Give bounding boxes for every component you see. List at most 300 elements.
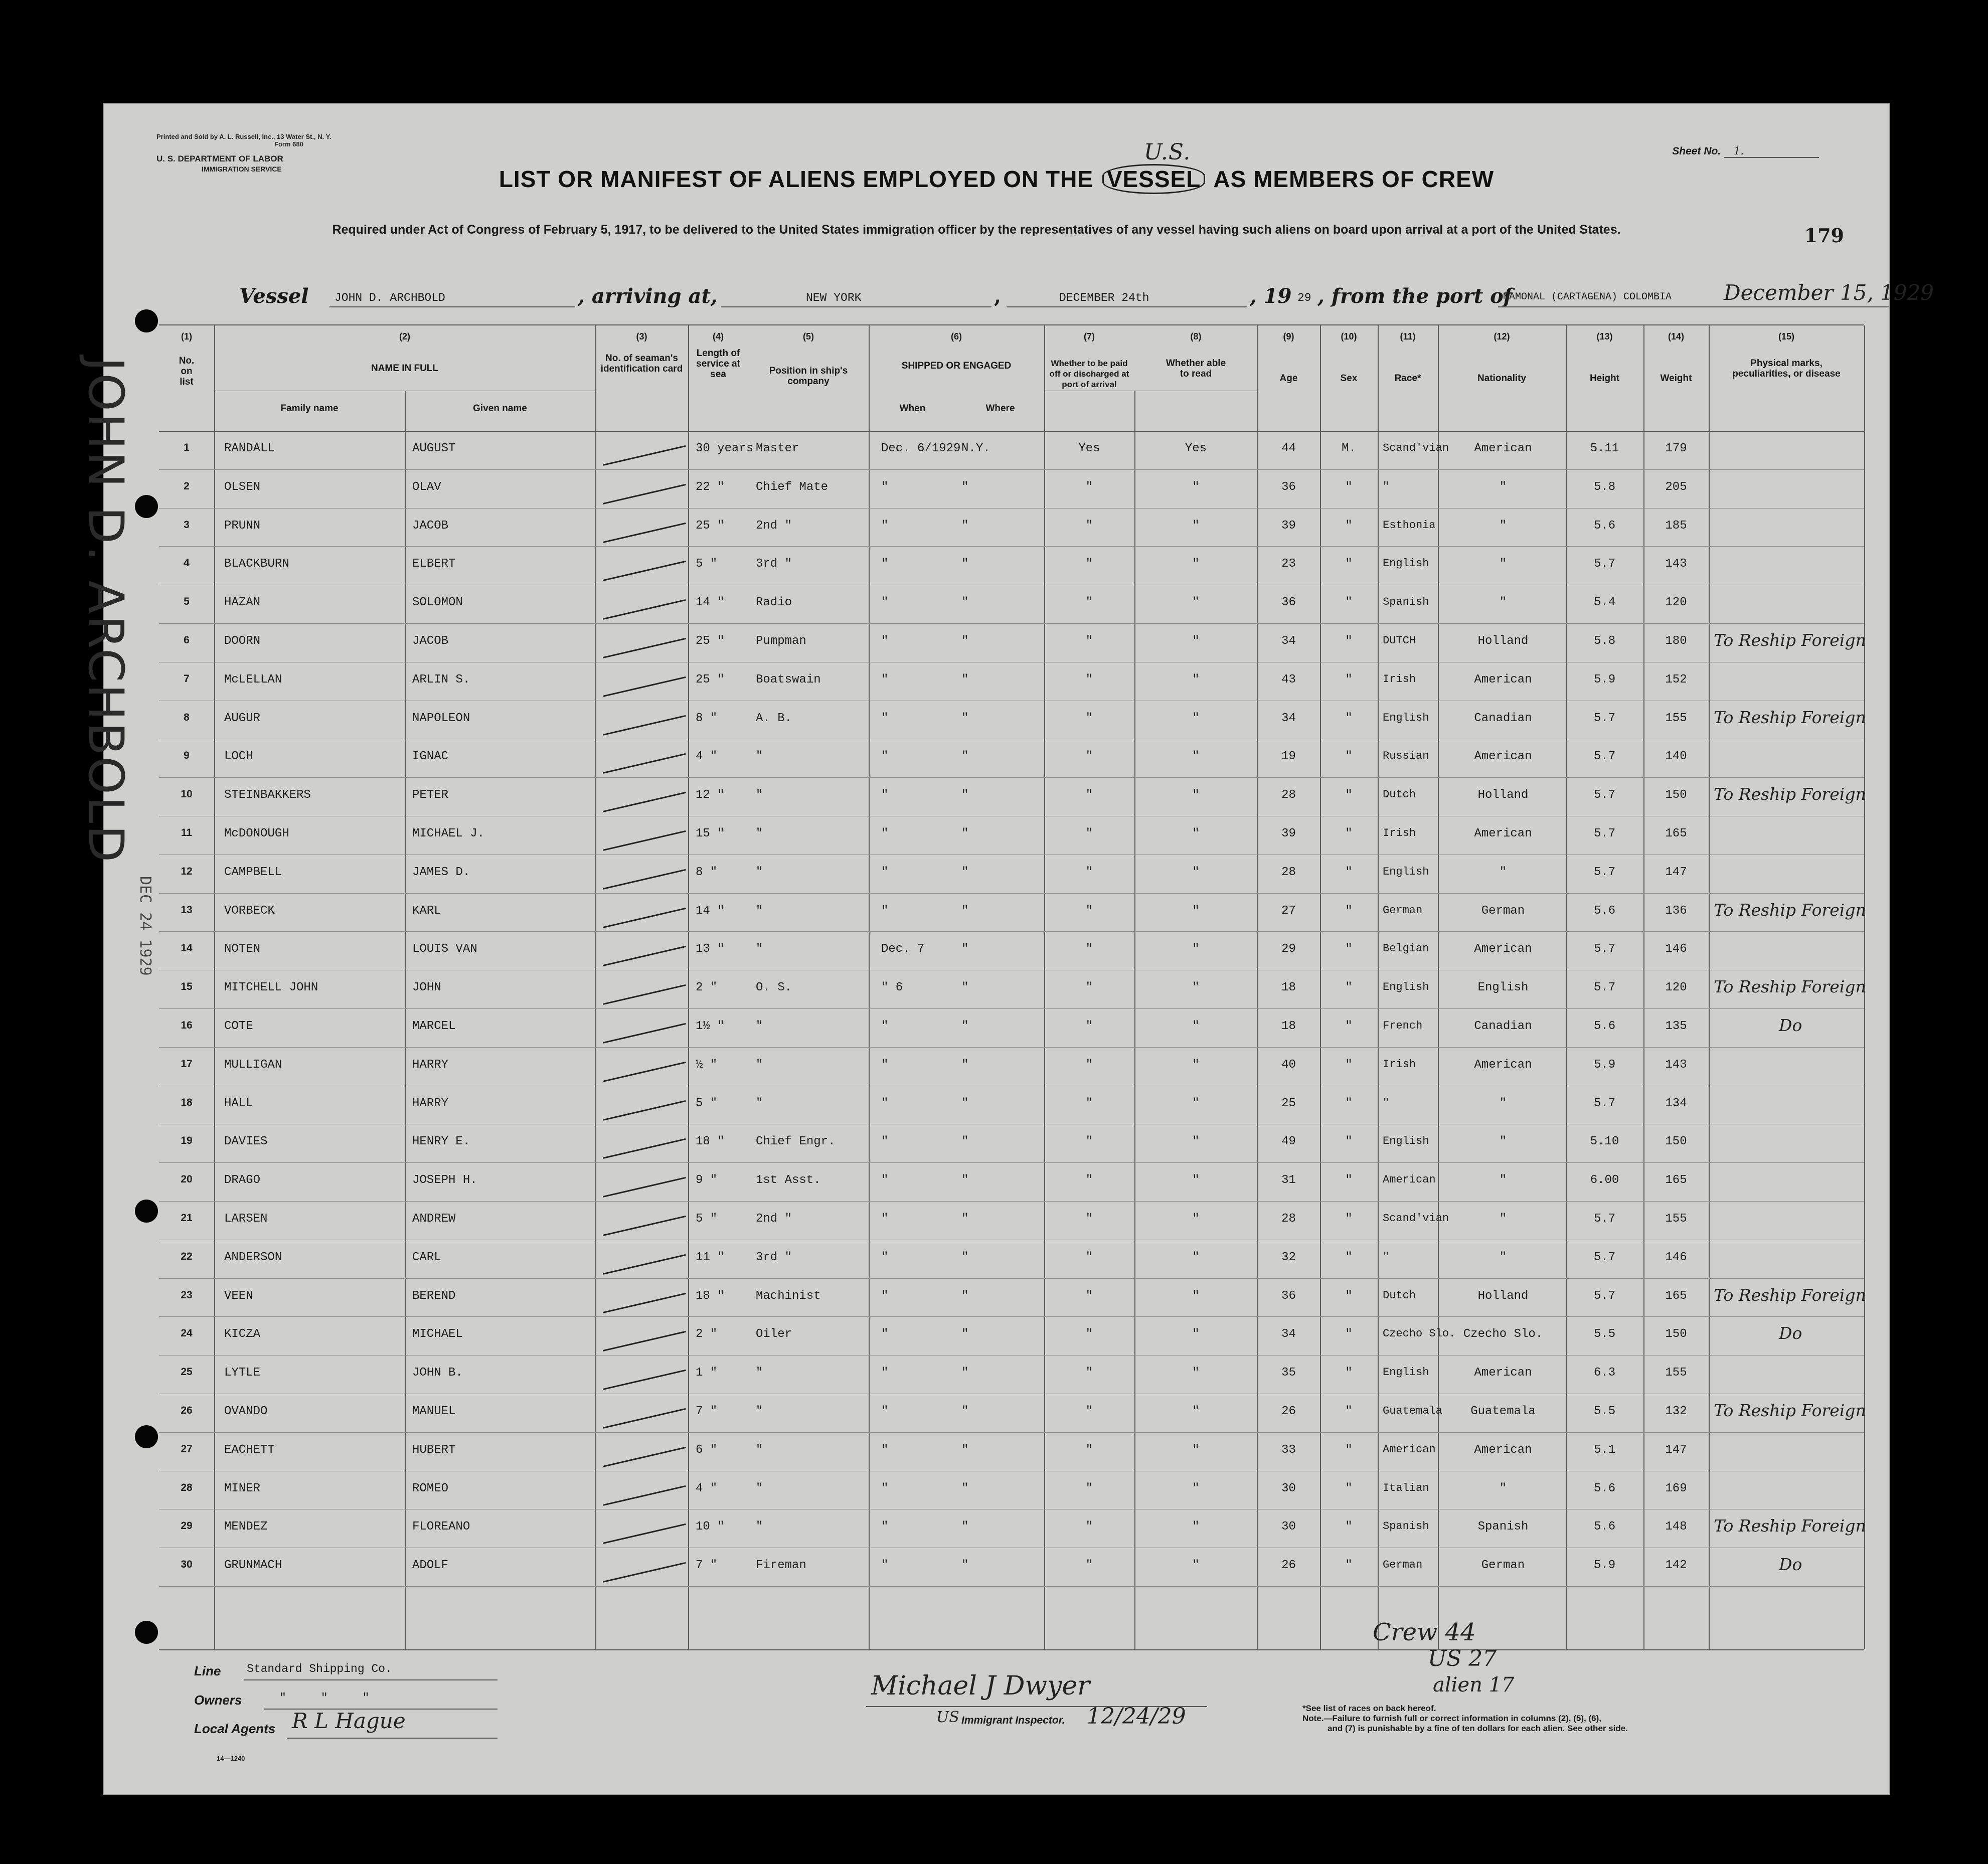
physical-remark: To Reship Foreign — [1714, 784, 1866, 804]
row-rule — [159, 777, 1864, 778]
cell-no: 5 — [184, 596, 190, 608]
cell-race: German — [1383, 1559, 1423, 1572]
cell-sex: " — [1345, 981, 1353, 995]
cell-where: " — [961, 519, 969, 533]
cell-when: " — [881, 1520, 889, 1534]
cell-nat: American — [1474, 1443, 1532, 1457]
cell-no: 13 — [181, 904, 193, 916]
cell-no: 12 — [181, 865, 193, 877]
vessel-label: Vessel — [239, 284, 309, 308]
cell-nat: German — [1481, 1559, 1525, 1573]
cell-age: 49 — [1281, 1135, 1296, 1149]
cell-length: 11 " — [696, 1250, 725, 1264]
cell-race: " — [1383, 1096, 1390, 1109]
cell-age: 34 — [1281, 634, 1296, 648]
cell-weight: 150 — [1665, 1327, 1687, 1341]
cell-nat: " — [1499, 1173, 1507, 1188]
column-number: (5) — [803, 331, 814, 342]
cell-when: " — [881, 1135, 889, 1149]
cell-paid: " — [1085, 865, 1093, 879]
cell-no: 16 — [181, 1020, 193, 1031]
cell-where: " — [961, 1520, 969, 1534]
cell-nat: American — [1474, 750, 1532, 764]
cell-no: 11 — [181, 827, 193, 838]
cell-length: 2 " — [696, 1327, 718, 1341]
cell-nat: American — [1474, 942, 1532, 956]
cell-no: 21 — [181, 1212, 193, 1224]
cell-read: " — [1192, 557, 1200, 571]
cell-length: 5 " — [696, 557, 718, 571]
cell-no: 7 — [184, 672, 190, 685]
binder-hole — [135, 1425, 158, 1448]
cell-family: DAVIES — [224, 1135, 268, 1149]
cell-paid: " — [1085, 1173, 1093, 1188]
cell-length: 2 " — [696, 981, 718, 995]
cell-position: 3rd " — [756, 1250, 792, 1264]
cell-read: " — [1192, 827, 1200, 840]
cell-length: 14 " — [696, 904, 725, 918]
cell-race: Irish — [1383, 672, 1416, 686]
cell-weight: 143 — [1665, 557, 1687, 571]
cell-paid: " — [1085, 1366, 1093, 1380]
cell-no: 26 — [181, 1405, 193, 1416]
vessel-line: Vessel JOHN D. ARCHBOLD , arriving at, NEW YORK , DECEMBER 24th , 19 29 , from the port of MAMONAL (CARTAGENA) COLOMBIA December 15, 1929 — [239, 280, 1934, 308]
cell-length: 25 " — [696, 634, 725, 648]
cell-read: " — [1192, 1520, 1200, 1534]
cell-race: Spanish — [1383, 596, 1429, 609]
cell-position: " — [756, 1020, 763, 1033]
cell-family: MITCHELL JOHN — [224, 981, 318, 995]
cell-length: 9 " — [696, 1173, 718, 1188]
cell-race: Italian — [1383, 1481, 1429, 1494]
cell-sex: " — [1345, 1559, 1353, 1573]
cell-position: " — [756, 1520, 763, 1534]
cell-paid: " — [1085, 1559, 1093, 1573]
row-rule — [159, 1008, 1864, 1009]
cell-weight: 185 — [1665, 519, 1687, 533]
cell-given: LOUIS VAN — [412, 942, 477, 956]
cell-when: " — [881, 557, 889, 571]
cell-given: BEREND — [412, 1289, 456, 1303]
cell-when: " — [881, 1405, 889, 1418]
cell-length: 30 years — [696, 442, 754, 455]
id-card-tick-mark — [603, 1370, 686, 1390]
cell-read: " — [1192, 596, 1200, 610]
cell-race: Belgian — [1383, 942, 1429, 955]
cell-position: " — [756, 865, 763, 879]
cell-height: 5.7 — [1593, 865, 1616, 879]
cell-race: Scand'vian — [1383, 1212, 1449, 1225]
id-card-tick-mark — [603, 946, 686, 966]
cell-age: 36 — [1281, 596, 1296, 610]
cell-paid: " — [1085, 634, 1093, 648]
cell-age: 43 — [1281, 672, 1296, 687]
physical-remark: Do — [1779, 1555, 1802, 1575]
cell-weight: 155 — [1665, 1212, 1687, 1226]
cell-height: 5.8 — [1593, 634, 1616, 648]
cell-when: " — [881, 1289, 889, 1303]
cell-length: 25 " — [696, 519, 725, 533]
cell-length: 15 " — [696, 827, 725, 840]
penalty-note-cont: and (7) is punishable by a fine of ten dollars for each alien. See other side. — [1328, 1724, 1628, 1733]
crew-tally-us: US 27 — [1428, 1646, 1497, 1671]
cell-race: Dutch — [1383, 1289, 1416, 1302]
cell-sex: " — [1345, 1405, 1353, 1418]
cell-where: " — [961, 1289, 969, 1303]
cell-age: 32 — [1281, 1250, 1296, 1264]
cell-no: 25 — [181, 1366, 193, 1378]
cell-nat: Spanish — [1477, 1520, 1529, 1534]
cell-age: 18 — [1281, 981, 1296, 995]
id-card-tick-mark — [603, 1485, 686, 1505]
cell-weight: 147 — [1665, 865, 1687, 879]
physical-remark: To Reship Foreign — [1714, 630, 1866, 650]
cell-where: " — [961, 827, 969, 840]
cell-race: Guatemala — [1383, 1405, 1442, 1417]
cell-weight: 135 — [1665, 1020, 1687, 1033]
cell-read: " — [1192, 750, 1200, 764]
cell-position: O. S. — [756, 981, 792, 995]
cell-height: 5.10 — [1590, 1135, 1619, 1149]
cell-race: German — [1383, 904, 1423, 917]
cell-no: 27 — [181, 1443, 193, 1455]
cell-position: " — [756, 1058, 763, 1072]
cell-given: HARRY — [412, 1058, 449, 1072]
cell-read: " — [1192, 1443, 1200, 1457]
cell-position: A. B. — [756, 711, 792, 725]
cell-nat: " — [1499, 519, 1507, 533]
cell-family: AUGUR — [224, 711, 261, 725]
column-number: (7) — [1084, 331, 1095, 342]
cell-when: " — [881, 1020, 889, 1033]
cell-given: JAMES D. — [412, 865, 470, 879]
sheet-number: Sheet No. 1. — [1672, 145, 1819, 158]
line-label: Line — [194, 1663, 221, 1678]
cell-read: " — [1192, 1289, 1200, 1303]
cell-given: MARCEL — [412, 1020, 456, 1033]
column-number: (9) — [1283, 331, 1294, 342]
cell-nat: Holland — [1477, 788, 1529, 802]
cell-height: 5.6 — [1593, 1481, 1616, 1495]
cell-read: " — [1192, 1020, 1200, 1033]
cell-length: 25 " — [696, 672, 725, 687]
cell-read: " — [1192, 788, 1200, 802]
cell-family: OVANDO — [224, 1405, 268, 1418]
cell-family: LYTLE — [224, 1366, 261, 1380]
cell-race: French — [1383, 1020, 1423, 1032]
cell-age: 36 — [1281, 480, 1296, 494]
page-title: LIST OR MANIFEST OF ALIENS EMPLOYED ON THE U.S. VESSEL AS MEMBERS OF CREW — [104, 164, 1889, 194]
cell-where: " — [961, 1481, 969, 1495]
cell-race: English — [1383, 557, 1429, 570]
cell-given: ROMEO — [412, 1481, 449, 1495]
id-card-tick-mark — [603, 522, 686, 543]
cell-sex: " — [1345, 827, 1353, 840]
cell-age: 30 — [1281, 1481, 1296, 1495]
cell-position: " — [756, 788, 763, 802]
cell-nat: " — [1499, 1250, 1507, 1264]
column-header-age: Age — [1279, 373, 1298, 384]
cell-nat: American — [1474, 827, 1532, 840]
cell-age: 19 — [1281, 750, 1296, 764]
header-rule — [159, 431, 1864, 432]
column-header-marks: Physical marks, peculiarities, or disease — [1732, 358, 1841, 379]
cell-family: McLELLAN — [224, 672, 282, 687]
cell-where: " — [961, 1058, 969, 1072]
side-vessel-handwritten: JOHN D. ARCHBOLD — [78, 357, 134, 865]
cell-position: Chief Mate — [756, 480, 829, 494]
column-header-read: Whether able to read — [1166, 358, 1226, 379]
cell-paid: " — [1085, 827, 1093, 840]
column-rule — [1378, 325, 1379, 1649]
column-header-family-name: Family name — [280, 403, 339, 414]
cell-sex: " — [1345, 672, 1353, 687]
cell-read: " — [1192, 711, 1200, 725]
cell-position: " — [756, 1366, 763, 1380]
cell-nat: " — [1499, 557, 1507, 571]
cell-read: " — [1192, 1366, 1200, 1380]
cell-read: " — [1192, 865, 1200, 879]
cell-position: " — [756, 904, 763, 918]
cell-length: 4 " — [696, 750, 718, 764]
cell-length: 7 " — [696, 1559, 718, 1573]
id-card-tick-mark — [603, 715, 686, 735]
from-port: MAMONAL (CARTAGENA) COLOMBIA — [1503, 291, 1672, 303]
column-number: (1) — [181, 331, 192, 342]
cell-given: ARLIN S. — [412, 672, 470, 687]
id-card-tick-mark — [603, 753, 686, 774]
cell-read: Yes — [1185, 442, 1207, 455]
cell-weight: 147 — [1665, 1443, 1687, 1457]
cell-sex: " — [1345, 1481, 1353, 1495]
cell-position: " — [756, 942, 763, 956]
cell-where: " — [961, 1366, 969, 1380]
cell-length: ½ " — [696, 1058, 718, 1072]
cell-height: 5.7 — [1593, 557, 1616, 571]
inspector-label: Immigrant Inspector. — [961, 1715, 1065, 1726]
cell-no: 1 — [184, 442, 190, 453]
physical-remark: To Reship Foreign — [1714, 1516, 1866, 1536]
cell-family: McDONOUGH — [224, 827, 289, 840]
cell-weight: 169 — [1665, 1481, 1687, 1495]
form-number: 14—1240 — [217, 1755, 245, 1762]
cell-race: Czecho Slo. — [1383, 1327, 1456, 1340]
cell-age: 30 — [1281, 1520, 1296, 1534]
row-rule — [159, 546, 1864, 547]
cell-race: English — [1383, 1366, 1429, 1379]
requirement-text: Required under Act of Congress of February 5, 1917, to be delivered to the United States immigration officer by the representatives of any vessel having such aliens on board upon arrival at a port of the United States. — [332, 223, 1621, 237]
column-number: (4) — [713, 331, 724, 342]
cell-age: 23 — [1281, 557, 1296, 571]
cell-sex: " — [1345, 1366, 1353, 1380]
cell-given: ELBERT — [412, 557, 456, 571]
id-card-tick-mark — [603, 599, 686, 620]
cell-weight: 165 — [1665, 1173, 1687, 1188]
cell-paid: " — [1085, 1443, 1093, 1457]
cell-given: HARRY — [412, 1096, 449, 1110]
cell-no: 6 — [184, 634, 190, 646]
cell-no: 8 — [184, 711, 190, 723]
cell-family: VORBECK — [224, 904, 275, 918]
cell-when: " — [881, 1058, 889, 1072]
cell-sex: " — [1345, 596, 1353, 610]
cell-when: " — [881, 596, 889, 610]
cell-where: " — [961, 750, 969, 764]
cell-paid: " — [1085, 480, 1093, 494]
cell-sex: " — [1345, 1327, 1353, 1341]
cell-nat: American — [1474, 1366, 1532, 1380]
arrival-year: 29 — [1297, 291, 1311, 304]
cell-race: DUTCH — [1383, 634, 1416, 647]
id-card-tick-mark — [603, 1177, 686, 1198]
id-card-tick-mark — [603, 1292, 686, 1313]
cell-weight: 120 — [1665, 981, 1687, 995]
cell-no: 3 — [184, 519, 190, 531]
cell-nat: " — [1499, 1096, 1507, 1110]
cell-given: FLOREANO — [412, 1520, 470, 1534]
cell-age: 27 — [1281, 904, 1296, 918]
cell-race: English — [1383, 865, 1429, 878]
cell-weight: 155 — [1665, 711, 1687, 725]
vessel-name: JOHN D. ARCHBOLD — [335, 291, 445, 304]
cell-weight: 142 — [1665, 1559, 1687, 1573]
cell-where: " — [961, 1443, 969, 1457]
cell-read: " — [1192, 480, 1200, 494]
cell-no: 22 — [181, 1250, 193, 1262]
id-card-tick-mark — [603, 984, 686, 1005]
cell-read: " — [1192, 1559, 1200, 1573]
row-rule — [159, 469, 1864, 470]
cell-given: KARL — [412, 904, 441, 918]
cell-length: 18 " — [696, 1289, 725, 1303]
cell-race: English — [1383, 1135, 1429, 1148]
cell-weight: 165 — [1665, 827, 1687, 840]
cell-when: " — [881, 634, 889, 648]
manifest-sheet — [78, 103, 1934, 1795]
cell-given: JOSEPH H. — [412, 1173, 477, 1188]
cell-when: " — [881, 1559, 889, 1573]
cell-paid: " — [1085, 1289, 1093, 1303]
from-date-handwritten: December 15, 1929 — [1724, 280, 1934, 305]
column-header-name-in-full: NAME IN FULL — [371, 363, 439, 374]
cell-when: " 6 — [881, 981, 903, 995]
cell-given: PETER — [412, 788, 449, 802]
cell-position: " — [756, 1481, 763, 1495]
physical-remark: To Reship Foreign — [1714, 900, 1866, 920]
column-header-where: Where — [985, 403, 1015, 414]
cell-height: 5.7 — [1593, 1289, 1616, 1303]
column-header-position: Position in ship's company — [769, 366, 848, 387]
cell-height: 5.7 — [1593, 750, 1616, 764]
cell-position: " — [756, 750, 763, 764]
column-number: (2) — [399, 331, 410, 342]
cell-nat: American — [1474, 442, 1532, 455]
cell-paid: Yes — [1078, 442, 1100, 455]
arriving-label: , arriving at, — [578, 284, 718, 308]
agents-label: Local Agents — [194, 1721, 276, 1736]
column-rule — [405, 391, 406, 1649]
cell-nat: Guatemala — [1470, 1405, 1536, 1418]
row-rule — [159, 508, 1864, 509]
id-card-tick-mark — [603, 830, 686, 851]
cell-weight: 150 — [1665, 1135, 1687, 1149]
cell-race: Irish — [1383, 1058, 1416, 1071]
cell-height: 5.7 — [1593, 1212, 1616, 1226]
cell-sex: " — [1345, 904, 1353, 918]
cell-when: " — [881, 1443, 889, 1457]
inspection-date: 12/24/29 — [1087, 1704, 1186, 1729]
id-card-tick-mark — [603, 1062, 686, 1082]
cell-height: 5.9 — [1593, 1058, 1616, 1072]
column-header-given-name: Given name — [473, 403, 527, 414]
cell-age: 34 — [1281, 1327, 1296, 1341]
cell-age: 26 — [1281, 1559, 1296, 1573]
row-rule — [159, 1278, 1864, 1279]
department-heading: U. S. DEPARTMENT OF LABOR IMMIGRATION SERVICE — [156, 154, 283, 173]
cell-height: 6.3 — [1593, 1366, 1616, 1380]
cell-race: Esthonia — [1383, 519, 1436, 532]
cell-sex: " — [1345, 1212, 1353, 1226]
cell-length: 7 " — [696, 1405, 718, 1418]
row-rule — [159, 931, 1864, 932]
cell-given: HENRY E. — [412, 1135, 470, 1149]
cell-family: COTE — [224, 1020, 253, 1033]
cell-given: JACOB — [412, 519, 449, 533]
cell-length: 4 " — [696, 1481, 718, 1495]
cell-weight: 120 — [1665, 596, 1687, 610]
cell-nat: American — [1474, 1058, 1532, 1072]
cell-race: " — [1383, 480, 1390, 493]
cell-given: JOHN B. — [412, 1366, 463, 1380]
cell-age: 34 — [1281, 711, 1296, 725]
cell-age: 26 — [1281, 1405, 1296, 1418]
from-label: , from the port of — [1317, 284, 1513, 308]
column-rule — [214, 325, 215, 1649]
cell-sex: " — [1345, 1289, 1353, 1303]
cell-length: 12 " — [696, 788, 725, 802]
cell-no: 30 — [181, 1559, 193, 1571]
cell-paid: " — [1085, 1405, 1093, 1418]
cell-when: " — [881, 750, 889, 764]
column-number: (3) — [636, 331, 647, 342]
cell-given: OLAV — [412, 480, 441, 494]
cell-family: MINER — [224, 1481, 261, 1495]
cell-when: " — [881, 1327, 889, 1341]
cell-weight: 134 — [1665, 1096, 1687, 1110]
cell-paid: " — [1085, 1327, 1093, 1341]
agents-signature: R L Hague — [292, 1709, 406, 1733]
cell-position: " — [756, 1096, 763, 1110]
cell-position: 3rd " — [756, 557, 792, 571]
cell-race: Scand'vian — [1383, 442, 1449, 454]
row-rule — [159, 1201, 1864, 1202]
cell-sex: " — [1345, 557, 1353, 571]
cell-height: 5.7 — [1593, 981, 1616, 995]
row-rule — [159, 1432, 1864, 1433]
cell-position: " — [756, 1405, 763, 1418]
cell-age: 35 — [1281, 1366, 1296, 1380]
cell-read: " — [1192, 1481, 1200, 1495]
cell-where: " — [961, 1173, 969, 1188]
cell-where: " — [961, 1212, 969, 1226]
cell-length: 5 " — [696, 1212, 718, 1226]
id-card-tick-mark — [603, 676, 686, 697]
cell-height: 5.6 — [1593, 1520, 1616, 1534]
cell-nat: Czecho Slo. — [1463, 1327, 1543, 1341]
cell-paid: " — [1085, 1135, 1093, 1149]
cell-no: 15 — [181, 981, 193, 993]
cell-length: 22 " — [696, 480, 725, 494]
